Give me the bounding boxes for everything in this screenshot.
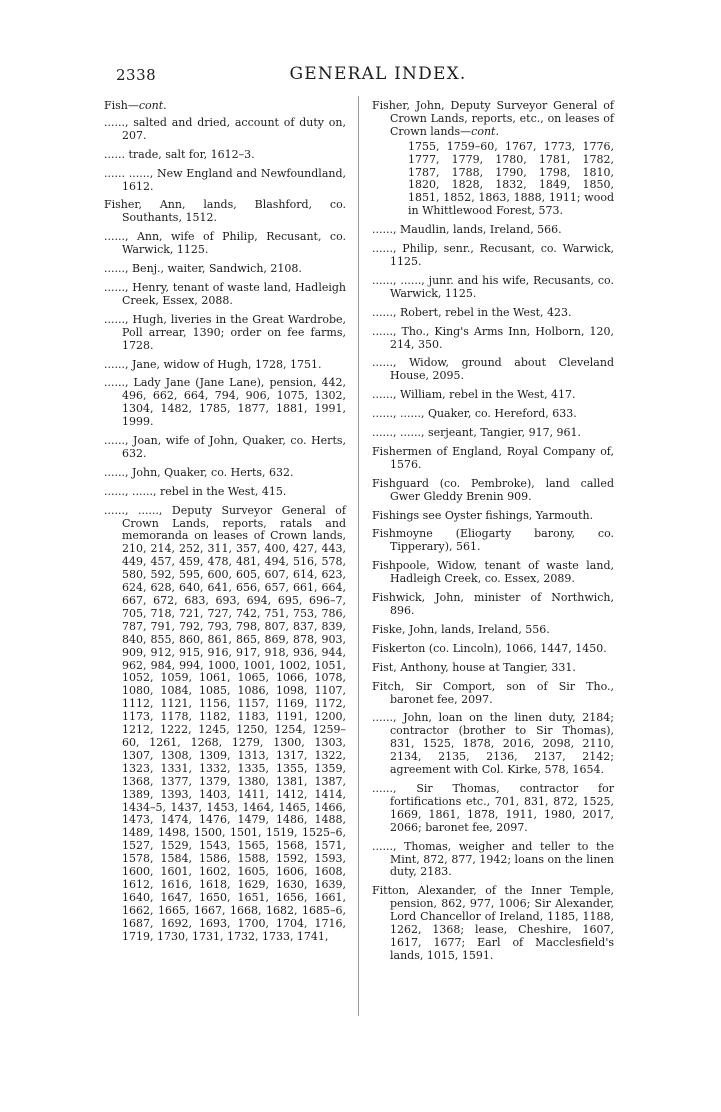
heading-main: Fisher, John, Deputy Surveyor General of Crown Lands, reports, etc., on leases of Crown lands— [372, 99, 614, 138]
index-entry: ......, ......, junr. and his wife, Recusants, co. Warwick, 1125. [372, 273, 614, 300]
index-heading-right [372, 100, 614, 139]
heading-cont: cont. [138, 99, 167, 112]
heading-cont: cont. [471, 124, 499, 138]
index-entry: Fishpoole, Widow, tenant of waste land, Hadleigh Creek, co. Essex, 2089. [372, 559, 614, 586]
index-entry: ......, ......, Quaker, co. Hereford, 633. [372, 407, 577, 421]
index-entry: ...... ......, New England and Newfoundland, 1612. [104, 166, 346, 193]
index-entry: ......, ......, rebel in the West, 415. [104, 484, 287, 498]
index-entry: Fiskerton (co. Lincoln), 1066, 1447, 1450. [372, 641, 607, 655]
index-entry: Fishmoyne (Eliogarty barony, co. Tipperary), 561. [372, 527, 614, 554]
index-entry: Fishermen of England, Royal Company of, 1576. [372, 444, 614, 471]
index-entry: ......, Lady Jane (Jane Lane), pension, 442, 496, 662, 664, 794, 906, 1075, 1302, 1304, 1482, 1785, 1877, 1881, 1991, 1999. [104, 376, 346, 429]
index-entry: Fitton, Alexander, of the Inner Temple, pension, 862, 977, 1006; Sir Alexander, Lord Chancellor of Ireland, 1185, 1188, 1262, 1368; lease, Cheshire, 1607, 1617, 1677; Earl of Macclesfield's lands, 1015, 1591. [372, 884, 614, 962]
index-entry: ...... trade, salt for, 1612–3. [104, 147, 255, 161]
index-entry: ......, Tho., King's Arms Inn, Holborn, 120, 214, 350. [372, 324, 614, 351]
heading-main: Fish— [104, 99, 139, 112]
index-column-right [372, 100, 614, 969]
index-entry: ......, Joan, wife of John, Quaker, co. Herts, 632. [104, 434, 346, 460]
index-entry: ......, Philip, senr., Recusant, co. Warwick, 1125. [372, 242, 614, 268]
index-entry: Fishwick, John, minister of Northwich, 896. [372, 591, 614, 617]
index-heading-left [104, 100, 346, 113]
index-entry: Fishguard (co. Pembroke), land called Gwer Gleddy Brenin 909. [372, 476, 614, 503]
index-entry: ......, Widow, ground about Cleveland House, 2095. [372, 356, 614, 383]
index-entry: ......, Ann, wife of Philip, Recusant, co. Warwick, 1125. [104, 230, 346, 257]
index-entry: ......, Benj., waiter, Sandwich, 2108. [104, 262, 302, 276]
index-continuation: 1755, 1759–60, 1767, 1773, 1776, 1777, 1779, 1780, 1781, 1782, 1787, 1788, 1790, 1798, 1810, 1820, 1828, 1832, 1849, 1850, 1851, 1852, 1863, 1888, 1911; wood in Whittlewood Forest, 573. [408, 139, 614, 218]
index-entry: ......, John, loan on the linen duty, 2184; contractor (brother to Sir Thomas), 831, 1525, 1878, 2016, 2098, 2110, 2134, 2135, 2136, 2137, 2142; agreement with Col. Kirke, 578, 1654. [372, 711, 614, 777]
index-entry: Fishings see Oyster fishings, Yarmouth. [372, 508, 594, 522]
column-divider [358, 96, 359, 1016]
index-entry: ......, Hugh, liveries in the Great Wardrobe, Poll arrear, 1390; order on fee farms, 1728. [104, 312, 346, 352]
index-entry: Fist, Anthony, house at Tangier, 331. [372, 660, 576, 674]
page-number: 2338 [116, 66, 157, 84]
index-entry: ......, ......, serjeant, Tangier, 917, 961. [372, 426, 582, 440]
index-entry: ......, Maudlin, lands, Ireland, 566. [372, 223, 562, 237]
running-title: GENERAL INDEX. [289, 64, 467, 84]
index-column-left [104, 100, 346, 945]
index-entry: ......, salted and dried, account of duty on, 207. [104, 115, 346, 142]
index-entry: ......, William, rebel in the West, 417. [372, 388, 576, 402]
index-entry: ......, Sir Thomas, contractor for fortifications etc., 701, 831, 872, 1525, 1669, 1861, 1878, 1911, 1980, 2017, 2066; baronet fee, 2097. [372, 781, 614, 834]
index-entry: ......, ......, Deputy Surveyor General of Crown Lands, reports, ratals and memoranda on leases of Crown lands, 210, 214, 252, 311, 357, 400, 427, 443, 449, 457, 459, 478, 481, 494, 516, 578, 580, 592, 595, 600, 605, 607, 614, 623, 624, 628, 640, 641, 656, 657, 661, 664, 667, 672, 683, 693, 694, 695, 696–7, 705, 718, 721, 727, 742, 751, 753, 786, 787, 791, 792, 793, 798, 807, 837, 839, 840, 855, 860, 861, 865, 869, 878, 903, 909, 912, 915, 916, 917, 918, 936, 944, 962, 984, 994, 1000, 1001, 1002, 1051, 1052, 1059, 1061, 1065, 1066, 1078, 1080, 1084, 1085, 1086, 1098, 1107, 1112, 1121, 1156, 1157, 1169, 1172, 1173, 1178, 1182, 1183, 1191, 1200, 1212, 1222, 1245, 1250, 1254, 1259–60, 1261, 1268, 1279, 1300, 1303, 1307, 1308, 1309, 1313, 1317, 1322, 1323, 1331, 1332, 1335, 1355, 1359, 1368, 1377, 1379, 1380, 1381, 1387, 1389, 1393, 1403, 1411, 1412, 1414, 1434–5, 1437, 1453, 1464, 1465, 1466, 1473, 1474, 1476, 1479, 1486, 1488, 1489, 1498, 1500, 1501, 1519, 1525–6, 1527, 1529, 1543, 1565, 1568, 1571, 1578, 1584, 1586, 1588, 1592, 1593, 1600, 1601, 1602, 1605, 1606, 1608, 1612, 1616, 1618, 1629, 1630, 1639, 1640, 1647, 1650, 1651, 1656, 1661, 1662, 1665, 1667, 1668, 1682, 1685–6, 1687, 1692, 1693, 1700, 1704, 1716, 1719, 1730, 1731, 1732, 1733, 1741, [104, 503, 346, 943]
index-entry: Fiske, John, lands, Ireland, 556. [372, 622, 550, 636]
index-entry: ......, Thomas, weigher and teller to the Mint, 872, 877, 1942; loans on the linen duty, 2183. [372, 839, 614, 879]
index-entry: ......, Robert, rebel in the West, 423. [372, 305, 572, 319]
index-entry: Fisher, Ann, lands, Blashford, co. Southants, 1512. [104, 198, 346, 225]
watermark-left [48, 554, 67, 569]
index-entry: Fitch, Sir Comport, son of Sir Tho., baronet fee, 2097. [372, 679, 614, 706]
index-entry: ......, Henry, tenant of waste land, Hadleigh Creek, Essex, 2088. [104, 280, 346, 307]
index-entry: ......, Jane, widow of Hugh, 1728, 1751. [104, 357, 322, 371]
page-header [104, 58, 652, 88]
index-entry: ......, John, Quaker, co. Herts, 632. [104, 465, 294, 479]
